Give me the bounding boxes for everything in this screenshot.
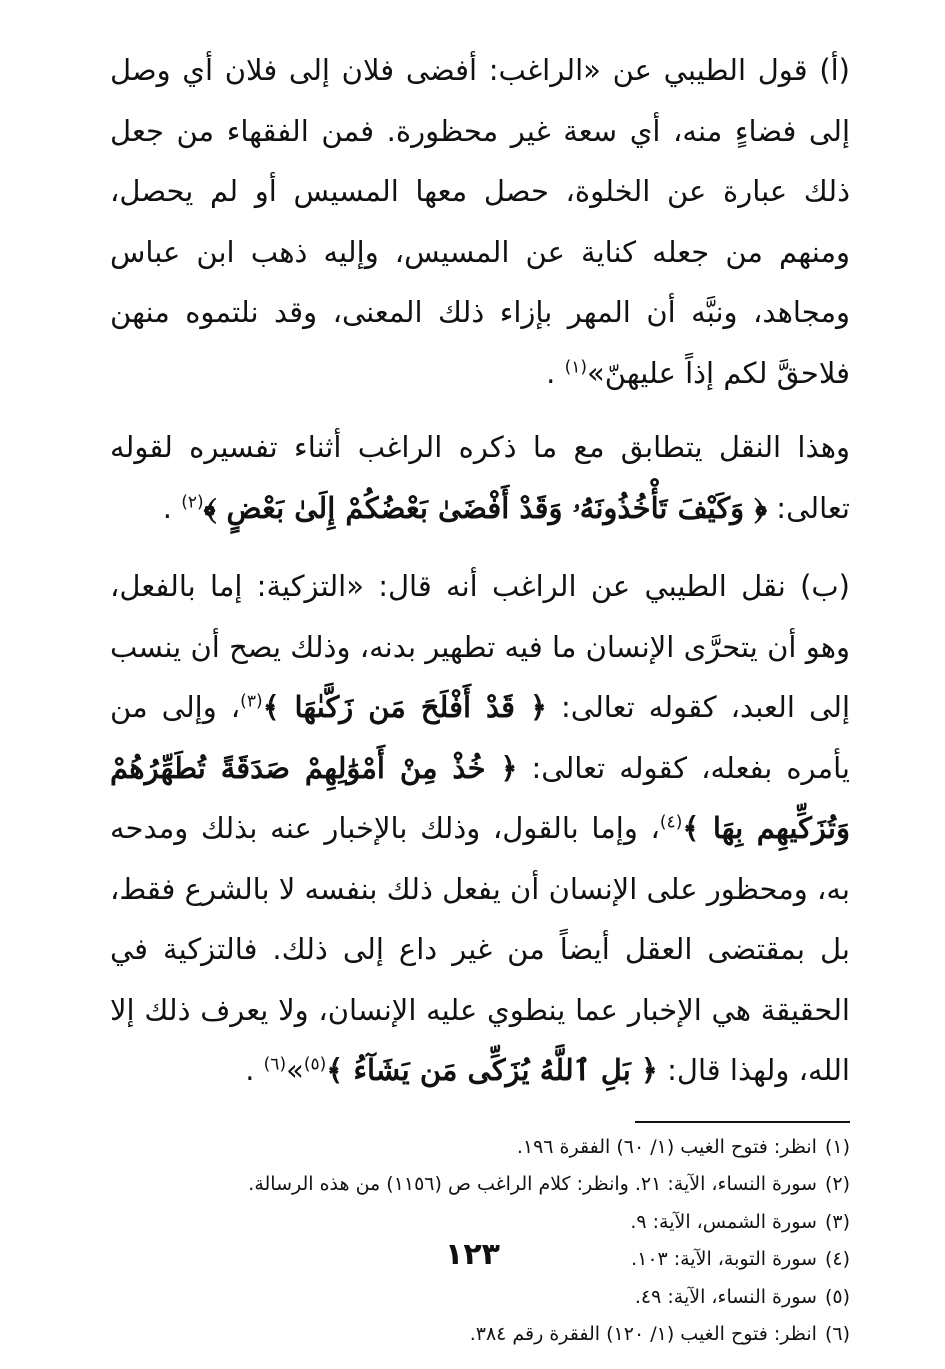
footnote-divider: [635, 1121, 850, 1123]
footnote-5: [110, 1279, 850, 1317]
page-body: [110, 40, 851, 1345]
footnote-ref-2: (٢): [181, 491, 204, 512]
footnote-number: (٤): [824, 1248, 850, 1270]
footnote-text: سورة التوبة، الآية: ١٠٣.: [631, 1248, 817, 1270]
paragraph-b-text-3: ، وإما بالقول، وذلك بالإخبار عنه بذلك ومدحه به، ومحظور على الإنسان أن يفعل ذلك بنفسه لا بالشرع فقط، بل بمقتضى العقل أيضاً من غير داع إلى ذلك. فالتزكية في الحقيقة هي الإخبار عما ينطوي عليه الإنسان، ولا يعرف ذلك إلا الله، ولهذا قال:: [110, 811, 850, 1087]
footnote-3: [110, 1204, 850, 1242]
footnote-number: (٦): [824, 1323, 850, 1345]
paragraph-b-text-2: ، وإلى من يأمره بفعله، كقوله تعالى:: [110, 690, 850, 785]
footnote-2: [110, 1166, 850, 1204]
paragraph-note-text: وهذا النقل يتطابق مع ما ذكره الراغب أثناء تفسيره لقوله تعالى:: [110, 430, 850, 525]
footnote-text: سورة النساء، الآية: ٢١. وانظر: كلام الراغب ص (١١٥٦) من هذه الرسالة.: [248, 1173, 817, 1195]
footnote-text: انظر: فتوح الغيب (١/ ٦٠) الفقرة ١٩٦.: [516, 1135, 817, 1158]
footnote-text: سورة النساء، الآية: ٤٩.: [634, 1285, 817, 1308]
paragraph-a-tail: .: [546, 355, 565, 390]
footnote-number: (٢): [824, 1173, 850, 1195]
footnote-text: انظر: فتوح الغيب (١/ ١٢٠) الفقرة رقم ٣٨٤.: [469, 1323, 817, 1345]
footnote-number: (١): [824, 1135, 850, 1158]
quran-verse-shams-9: ﴿ قَدْ أَفْلَحَ مَن زَكَّىٰهَا ﴾: [262, 690, 547, 724]
footnote-ref-3: (٣): [240, 691, 263, 712]
quran-verse-tawba-103: ﴿ خُذْ مِنْ أَمْوَٰلِهِمْ صَدَقَةً تُطَهِّرُهُمْ وَتُزَكِّيهِم بِهَا ﴾: [110, 750, 850, 845]
footnote-ref-6: (٦): [263, 1054, 287, 1075]
quran-verse-nisa-21: ﴿ وَكَيْفَ تَأْخُذُونَهُۥ وَقَدْ أَفْضَىٰ بَعْضُكُمْ إِلَىٰ بَعْضٍ ﴾: [203, 490, 768, 525]
paragraph-note-tail: .: [162, 490, 182, 525]
footnote-number: (٣): [824, 1210, 850, 1233]
footnote-text: سورة الشمس، الآية: ٩.: [630, 1210, 817, 1233]
footnote-6: [110, 1316, 850, 1354]
paragraph-a-text: (أ) قول الطيبي عن «الراغب: أفضى فلان إلى فلان أي وصل إلى فضاءٍ منه، أي سعة غير محظورة. فمن الفقهاء من جعل ذلك عبارة عن الخلوة، حصل معها المسيس أو لم يحصل، ومنهم من جعله كناية عن المسيس، وإليه ذهب ابن عباس ومجاهد، ونبَّه أن المهر بإزاء ذلك المعنى، وقد نلتموه منهن فلاحقَّ لكم إذاً عليهنّ»: [110, 53, 850, 390]
paragraph-b-tail: .: [245, 1053, 264, 1087]
footnote-number: (٥): [824, 1285, 850, 1308]
paragraph-b-text-1: (ب) نقل الطيبي عن الراغب أنه قال: «التزكية: إما بالفعل، وهو أن يتحرَّى الإنسان ما فيه تطهير بدنه، وذلك يصح أن ينسب إلى العبد، كقوله تعالى:: [110, 569, 851, 724]
page-number: ١٢٣: [445, 1237, 500, 1272]
quran-verse-nisa-49: ﴿ بَلِ ٱللَّهُ يُزَكِّى مَن يَشَآءُ ﴾: [326, 1053, 658, 1087]
paragraph-b: [110, 556, 850, 1101]
paragraph-note: [110, 417, 850, 538]
footnote-ref-5: (٥): [303, 1054, 327, 1075]
footnote-ref-4: (٤): [659, 812, 683, 833]
footnote-1: [110, 1129, 850, 1167]
paragraph-b-text-4: »: [286, 1053, 304, 1087]
footnote-ref-1: (١): [564, 356, 588, 377]
paragraph-a: [110, 40, 850, 403]
